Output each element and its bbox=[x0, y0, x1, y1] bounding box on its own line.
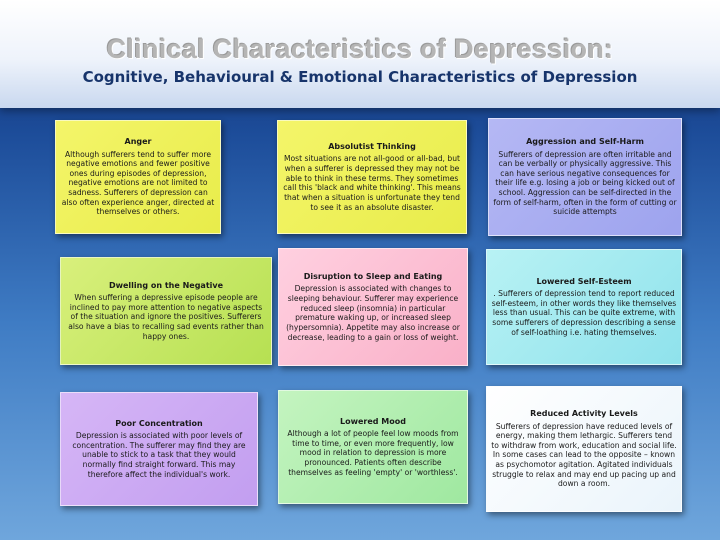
card-title: Lowered Self-Esteem bbox=[536, 276, 632, 286]
card-self-esteem bbox=[486, 249, 682, 365]
card-dwelling-negative bbox=[60, 257, 272, 365]
card-body: When suffering a depressive episode people are inclined to pay more attention to negative aspects of the situation and ignore the positives. Sufferers also have a bias to recalling sad events rather than happy ones. bbox=[68, 293, 264, 341]
card-title: Disruption to Sleep and Eating bbox=[303, 271, 443, 281]
card-title: Lowered Mood bbox=[340, 416, 406, 426]
card-reduced-activity bbox=[486, 386, 682, 512]
card-body: Sufferers of depression are often irritable and can be verbally or physically aggressive. This can have serious negative consequences for their life e.g. losing a job or being kicked out of school. Aggression can be self-directed in the form of self-harm, often in the form of cutting or suicide attempts bbox=[493, 149, 677, 217]
card-title: Anger bbox=[124, 136, 152, 146]
card-aggression-self-harm bbox=[488, 118, 682, 236]
card-body: . Sufferers of depression tend to report reduced self-esteem, in other words they like themselves less than usual. This can be quite extreme, with some sufferers of depression describing a sense of self-loathing i.e. hating themselves. bbox=[491, 289, 677, 337]
card-body: Although sufferers tend to suffer more negative emotions and fewer positive ones during episodes of depression, negative emotions are not limited to sadness. Sufferers of depression can also often experience anger, directed at themselves or others. bbox=[61, 149, 215, 217]
page-subtitle: Cognitive, Behavioural & Emotional Characteristics of Depression bbox=[82, 68, 638, 86]
card-body: Sufferers of depression have reduced levels of energy, making them lethargic. Sufferers tend to withdraw from work, education and social life. In some cases can lead to the opposite – known as psychomotor agitation. Agitated individuals struggle to relax and may end up pacing up and down a room. bbox=[491, 421, 677, 489]
card-poor-concentration bbox=[60, 392, 258, 506]
card-body: Most situations are not all-good or all-bad, but when a sufferer is depressed they may not be able to think in these terms. They sometimes call this 'black and white thinking'. This means that when a situation is unfortunate they tend to see it as an absolute disaster. bbox=[283, 154, 461, 212]
card-title: Poor Concentration bbox=[115, 418, 203, 428]
card-lowered-mood bbox=[278, 390, 468, 504]
card-anger bbox=[55, 120, 221, 234]
card-sleep-eating bbox=[278, 248, 468, 366]
card-body: Depression is associated with changes to sleeping behaviour. Sufferer may experience reduced sleep (insomnia) in particular premature waking up, or increased sleep (hypersomnia). Appetite may also increase or decrease, leading to a gain or loss of weight. bbox=[286, 284, 460, 342]
page-title: Clinical Characteristics of Depression: bbox=[106, 34, 614, 64]
card-title: Absolutist Thinking bbox=[328, 141, 416, 151]
card-title: Dwelling on the Negative bbox=[108, 280, 224, 290]
header-banner bbox=[0, 0, 720, 108]
card-title: Reduced Activity Levels bbox=[530, 408, 638, 418]
card-body: Although a lot of people feel low moods from time to time, or even more frequently, low mood in relation to depression is more pronounced. Patients often describe themselves as feeling 'empty' or 'worthless'. bbox=[287, 429, 459, 477]
card-title: Aggression and Self-Harm bbox=[526, 136, 644, 146]
card-body: Depression is associated with poor levels of concentration. The sufferer may find they are unable to stick to a task that they would normally find straight forward. This may therefore affect the individual's work. bbox=[72, 431, 246, 479]
card-absolutist-thinking bbox=[277, 120, 467, 234]
